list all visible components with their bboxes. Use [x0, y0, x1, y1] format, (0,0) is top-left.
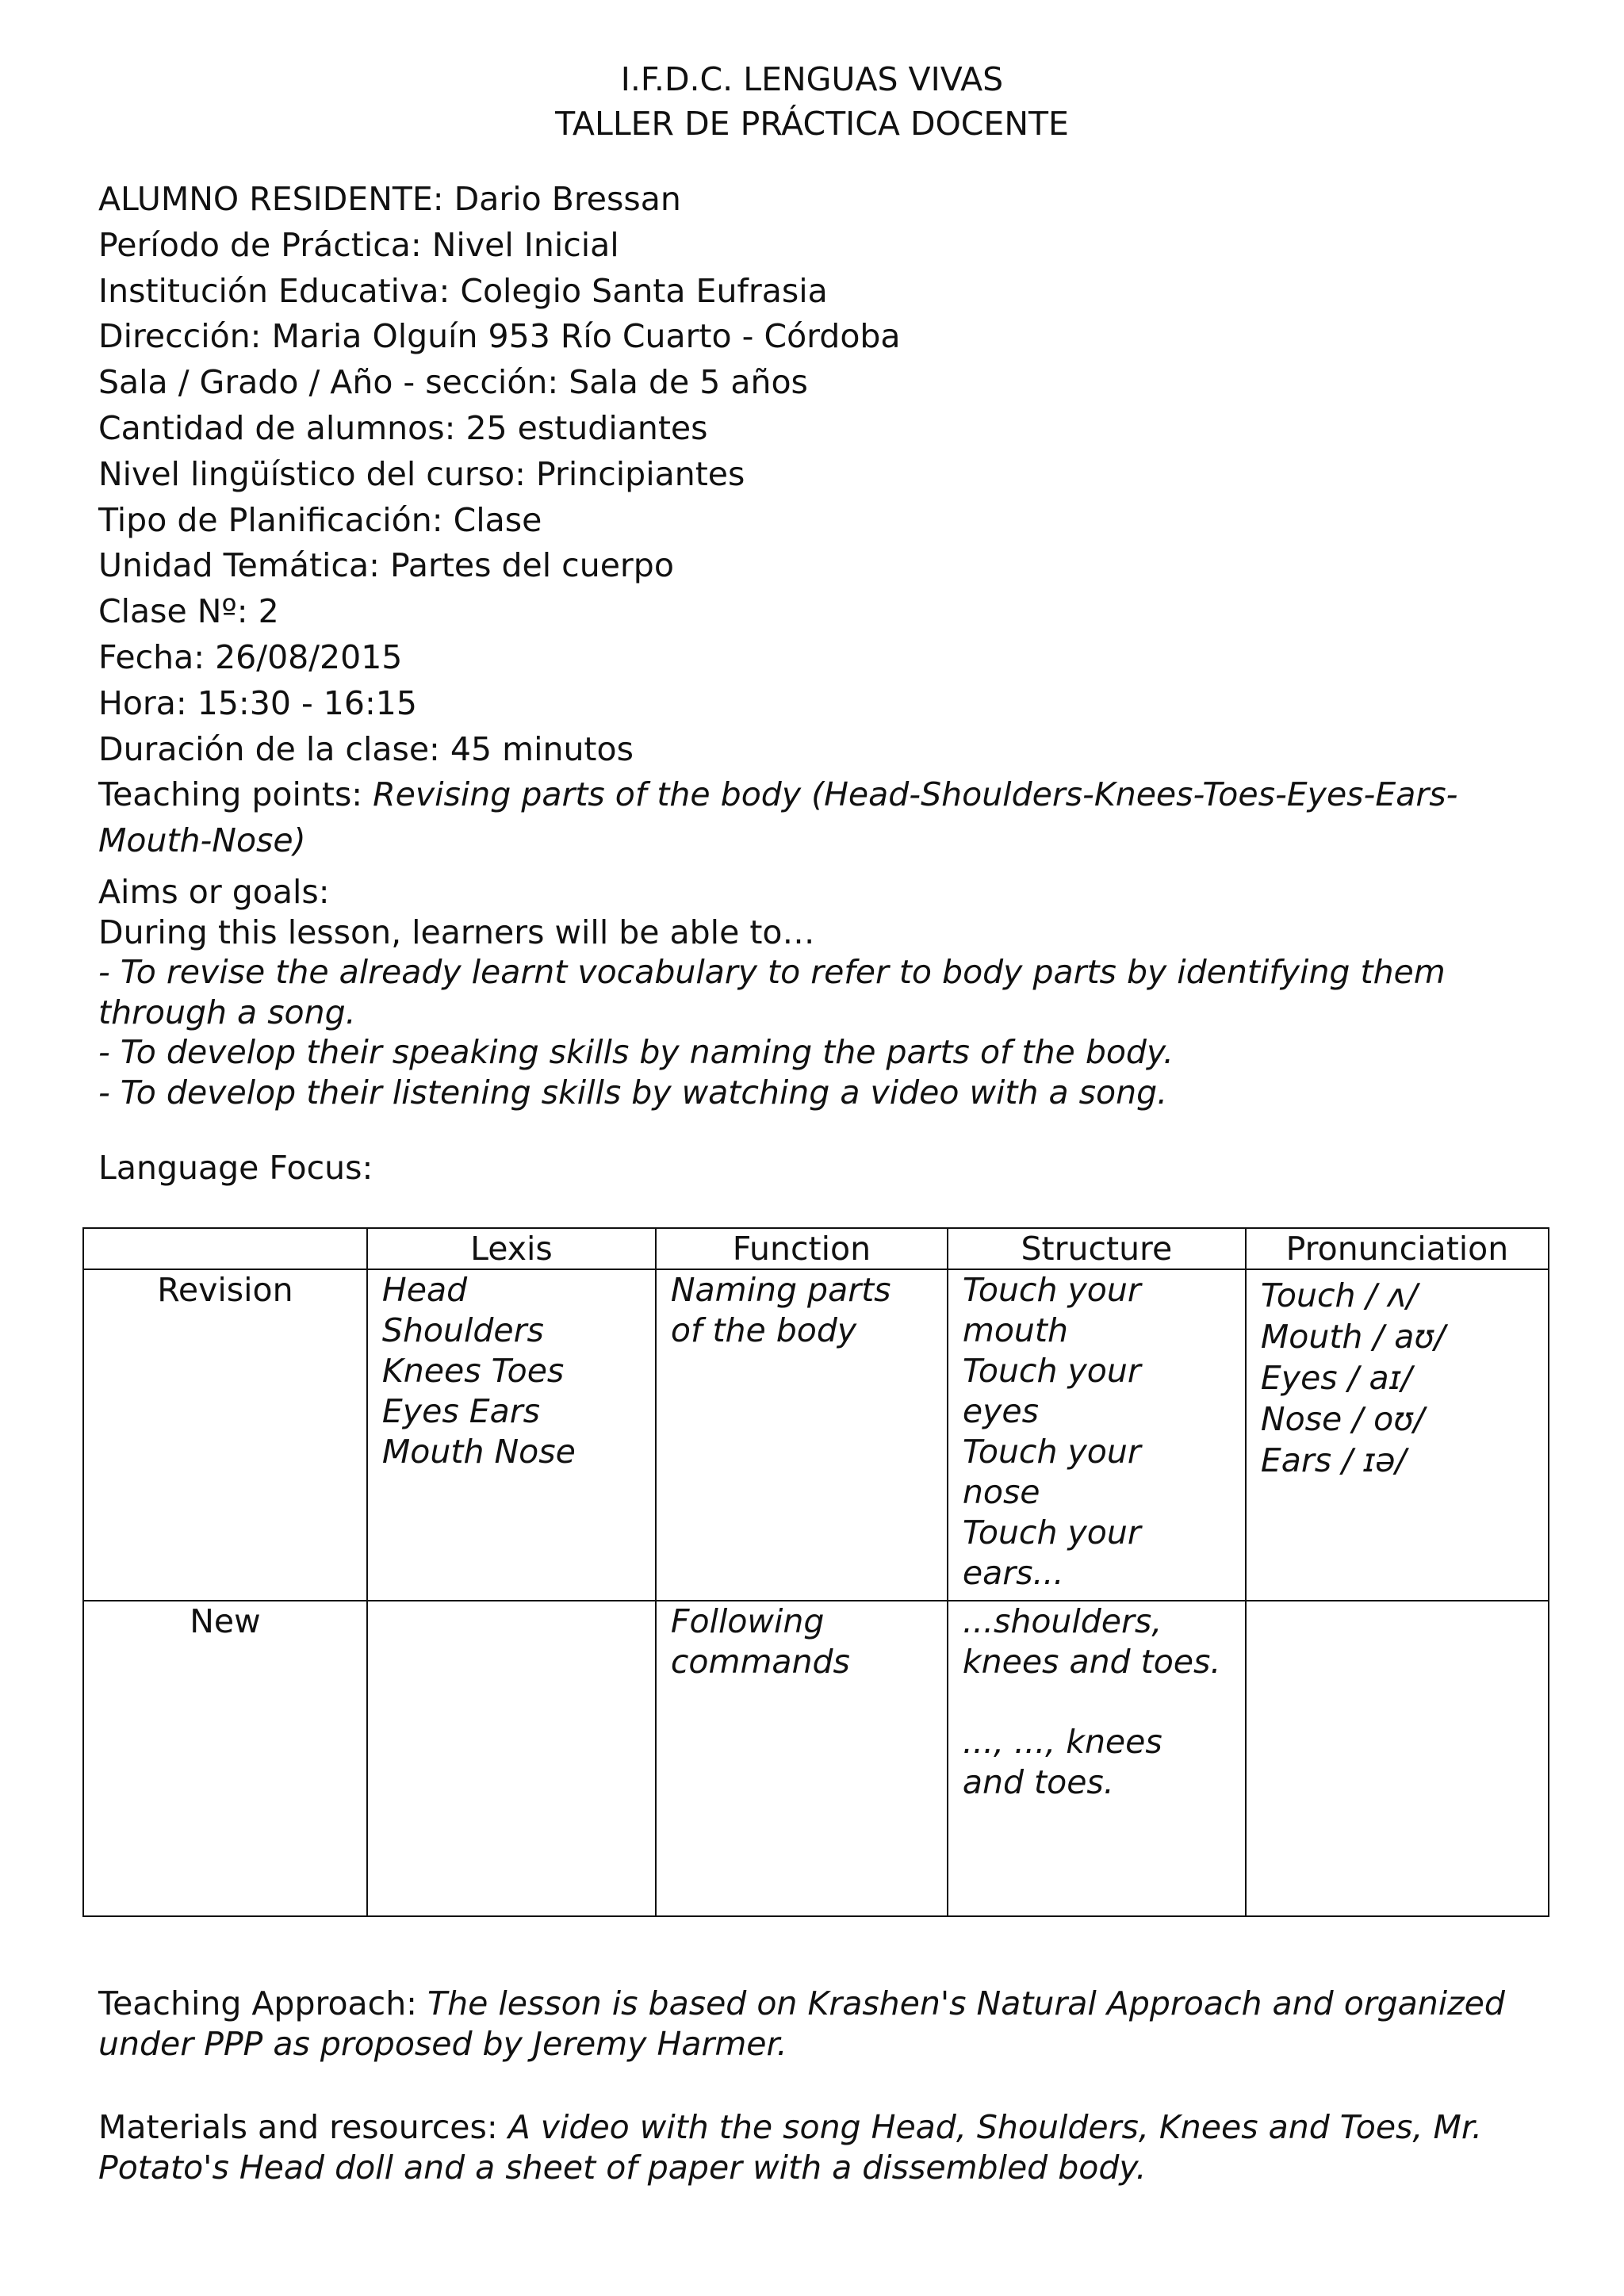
materials-label: Materials and resources: — [98, 2108, 498, 2146]
new-function-cell — [656, 1601, 948, 1916]
teaching-approach-value: The lesson is based on Krashen's Natural Approach and organized under PPP as proposed by Jeremy Harmer. — [98, 1984, 1505, 2063]
info-row-plan-type — [98, 498, 1542, 544]
structure-line: Touch your — [962, 1352, 1141, 1390]
pronunciation-item: Touch / ʌ/ — [1260, 1276, 1418, 1314]
function-line: commands — [670, 1643, 850, 1681]
info-row-duration — [98, 727, 1542, 773]
info-row-time — [98, 681, 1542, 727]
aims-label: Aims or goals: — [98, 873, 330, 911]
aim-item: - To revise the already learnt vocabulary to refer to body parts by identifying them through a song. — [98, 953, 1446, 1031]
column-header-lexis: Lexis — [367, 1228, 656, 1269]
structure-line: Touch your — [962, 1271, 1141, 1309]
info-row-student — [98, 177, 1542, 223]
revision-pronunciation-cell — [1246, 1269, 1549, 1601]
info-value: Colegio Santa Eufrasia — [460, 271, 828, 310]
table-header-row — [83, 1228, 1549, 1269]
info-label: Clase Nº: — [98, 592, 248, 631]
new-structure-cell — [948, 1601, 1246, 1916]
lexis-item: Mouth Nose — [381, 1433, 576, 1471]
workshop-title: TALLER DE PRÁCTICA DOCENTE — [555, 105, 1069, 143]
info-value: Principiantes — [536, 454, 745, 493]
materials-value: A video with the song Head, Shoulders, Knees and Toes, Mr. Potato's Head doll and a sheet of paper with a dissembled body. — [98, 2108, 1482, 2187]
teaching-points — [98, 771, 1542, 863]
info-value: 25 estudiantes — [465, 408, 708, 447]
info-value: 45 minutos — [450, 729, 634, 768]
function-line: Naming parts — [670, 1271, 891, 1309]
aim-item: - To develop their speaking skills by naming the parts of the body. — [98, 1033, 1174, 1071]
info-label: Institución Educativa: — [98, 271, 450, 310]
info-row-student-count — [98, 406, 1542, 452]
info-value: Sala de 5 años — [569, 363, 808, 402]
structure-line: and toes. — [962, 1763, 1114, 1801]
info-row-period — [98, 223, 1542, 269]
info-label: Dirección: — [98, 317, 262, 356]
teaching-points-value: Revising parts of the body (Head-Shoulders-Knees-Toes-Eyes-Ears-Mouth-Nose) — [98, 775, 1458, 859]
structure-line: mouth — [962, 1311, 1068, 1349]
info-value: Maria Olguín 953 Río Cuarto - Córdoba — [271, 317, 901, 356]
info-label: Duración de la clase: — [98, 729, 440, 768]
info-label: Cantidad de alumnos: — [98, 408, 456, 447]
info-label: Sala / Grado / Año - sección: — [98, 363, 559, 402]
row-label-revision: Revision — [83, 1269, 367, 1601]
aims-intro: During this lesson, learners will be able to… — [98, 913, 815, 951]
info-value: Clase — [453, 500, 542, 539]
pronunciation-item: Mouth / aʊ/ — [1260, 1318, 1446, 1356]
info-row-date — [98, 635, 1542, 681]
column-header-pronunciation: Pronunciation — [1246, 1228, 1549, 1269]
pronunciation-item: Nose / oʊ/ — [1260, 1400, 1425, 1438]
new-pronunciation-cell — [1246, 1601, 1549, 1916]
info-row-address — [98, 314, 1542, 360]
structure-line: ears... — [962, 1554, 1064, 1592]
teaching-approach-label: Teaching Approach: — [98, 1984, 417, 2022]
info-label: Fecha: — [98, 637, 205, 676]
institution-title: I.F.D.C. LENGUAS VIVAS — [620, 60, 1004, 98]
lexis-item: Eyes Ears — [381, 1392, 540, 1430]
column-header — [83, 1228, 367, 1269]
structure-line: ..., ..., knees — [962, 1723, 1162, 1761]
structure-line: ...shoulders, — [962, 1602, 1162, 1640]
structure-line: nose — [962, 1473, 1040, 1511]
lexis-item: Knees Toes — [381, 1352, 565, 1390]
column-header-function: Function — [656, 1228, 948, 1269]
info-value: 15:30 - 16:15 — [197, 683, 417, 722]
info-value: Dario Bressan — [443, 180, 681, 218]
document-header — [0, 57, 1624, 146]
structure-line: Touch your — [962, 1433, 1141, 1471]
language-focus-table — [82, 1227, 1549, 1917]
info-label: ALUMNO RESIDENTE: — [98, 180, 444, 218]
aim-item: - To develop their listening skills by watching a video with a song. — [98, 1073, 1168, 1112]
lexis-item: Head — [381, 1271, 468, 1309]
function-line: Following — [670, 1602, 825, 1640]
info-row-institution — [98, 269, 1542, 315]
info-row-room — [98, 360, 1542, 406]
info-value: 2 — [258, 592, 279, 631]
info-row-level — [98, 452, 1542, 498]
info-label: Hora: — [98, 683, 187, 722]
info-label: Unidad Temática: — [98, 546, 380, 585]
teaching-points-label: Teaching points: — [98, 775, 363, 813]
info-row-class-number — [98, 589, 1542, 635]
info-value: 26/08/2015 — [215, 637, 403, 676]
info-label: Nivel lingüístico del curso: — [98, 454, 526, 493]
revision-structure-cell — [948, 1269, 1246, 1601]
language-focus-label: Language Focus: — [98, 1149, 373, 1187]
materials-resources — [98, 2107, 1549, 2187]
table-row-new — [83, 1601, 1549, 1916]
structure-line: knees and toes. — [962, 1643, 1221, 1681]
aims-section — [98, 872, 1549, 1112]
structure-line: Touch your — [962, 1513, 1141, 1552]
pronunciation-item: Eyes / aɪ/ — [1260, 1359, 1412, 1397]
info-label: Tipo de Planificación: — [98, 500, 443, 539]
lesson-info — [98, 177, 1542, 772]
row-label-new: New — [83, 1601, 367, 1916]
revision-function-cell — [656, 1269, 948, 1601]
function-line: of the body — [670, 1311, 857, 1349]
info-value: Partes del cuerpo — [389, 546, 674, 585]
revision-lexis-cell — [367, 1269, 656, 1601]
column-header-structure: Structure — [948, 1228, 1246, 1269]
structure-line: eyes — [962, 1392, 1039, 1430]
table-row-revision — [83, 1269, 1549, 1601]
info-label: Período de Práctica: — [98, 225, 422, 264]
info-row-unit — [98, 543, 1542, 589]
teaching-approach — [98, 1984, 1549, 2064]
lexis-item: Shoulders — [381, 1311, 544, 1349]
new-lexis-cell — [367, 1601, 656, 1916]
info-value: Nivel Inicial — [431, 225, 619, 264]
pronunciation-item: Ears / ɪə/ — [1260, 1441, 1407, 1479]
